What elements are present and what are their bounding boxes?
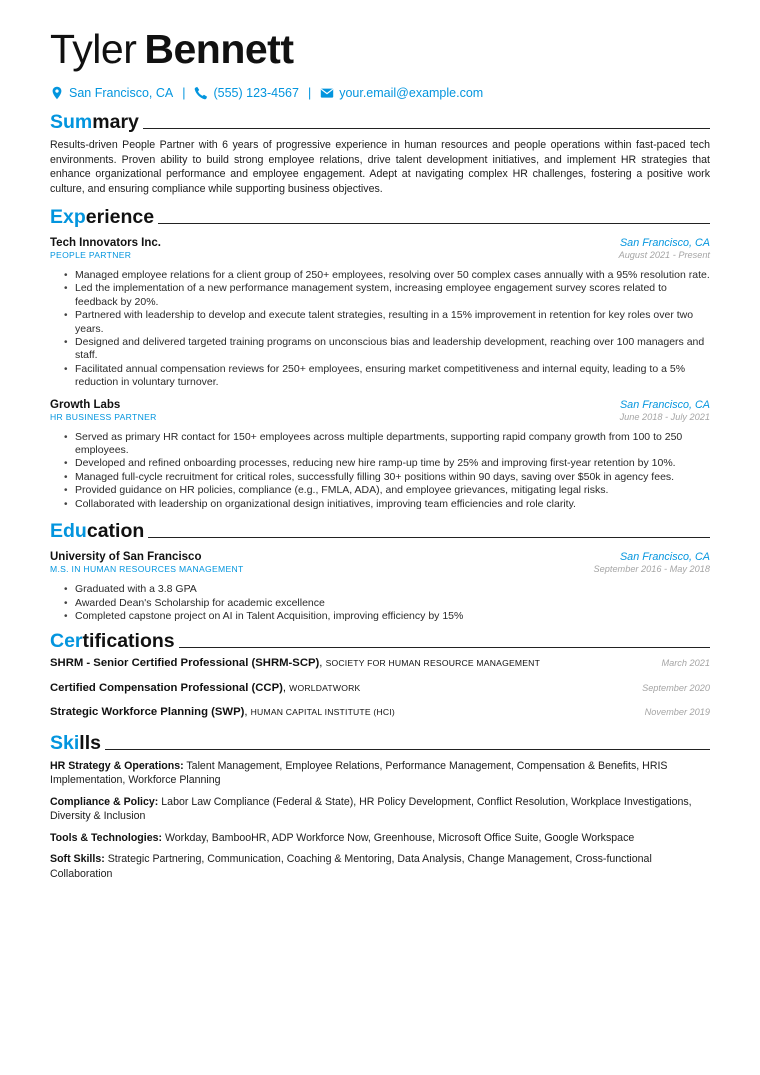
skill-category: HR Strategy & Operations: xyxy=(50,759,184,772)
contact-line xyxy=(50,84,710,102)
education-entry xyxy=(50,551,710,623)
heading-rule xyxy=(158,223,710,224)
skills-heading xyxy=(50,731,710,755)
certification-name: Certified Compensation Professional (CCP) xyxy=(50,681,283,694)
skill-values: Labor Law Compliance (Federal & State), HR Policy Development, Conflict Resolution, Workplace Investigations, Diversity & Inclusion xyxy=(50,795,692,823)
list-item: • Graduated with a 3.8 GPA xyxy=(64,583,710,596)
list-item: • Partnered with leadership to develop and execute talent strategies, resulting in a 15% improvement in retention for key roles over two years. xyxy=(64,309,710,336)
list-item: • Awarded Dean's Scholarship for academic excellence xyxy=(64,597,710,610)
heading-rule xyxy=(143,128,710,129)
bullet-list xyxy=(50,269,710,390)
resume-page xyxy=(50,24,710,881)
list-item: • Facilitated annual compensation reviews for 250+ employees, ensuring market competitiveness and internal equity, leading to a 5% reduction in voluntary turnover. xyxy=(64,363,710,390)
heading-accent: Edu xyxy=(50,520,87,543)
phone-item xyxy=(194,86,298,100)
experience-entry xyxy=(50,237,710,390)
envelope-icon xyxy=(320,86,334,100)
list-item: • Managed employee relations for a client group of 250+ employees, resolving over 50 complex cases annually with a 95% resolution rate. xyxy=(64,269,710,282)
list-item: • Provided guidance on HR policies, compliance (e.g., FMLA, ADA), and employee grievances, mitigating legal risks. xyxy=(64,484,710,497)
education-heading xyxy=(50,519,710,543)
skill-category: Soft Skills: xyxy=(50,853,105,866)
entry-dates: September 2016 - May 2018 xyxy=(593,564,710,575)
certification-issuer: WORLDATWORK xyxy=(289,682,361,693)
separator: | xyxy=(307,86,312,100)
heading-accent: Sum xyxy=(50,111,93,133)
heading-rule xyxy=(148,537,710,538)
certification-item: SHRM - Senior Certified Professional (SHRM-SCP), SOCIETY FOR HUMAN RESOURCE MANAGEMENT March 2021 xyxy=(50,657,710,670)
heading-rest: mary xyxy=(92,111,139,133)
bullet-list xyxy=(50,583,710,623)
list-item: • Developed and refined onboarding processes, reducing new hire ramp-up time by 25% and improving first-year retention by 10%. xyxy=(64,457,710,470)
list-item: • Designed and delivered targeted training programs on unconscious bias and leadership development, reaching over 100 managers and staff. xyxy=(64,336,710,363)
phone-text[interactable]: (555) 123-4567 xyxy=(213,86,299,100)
skill-group xyxy=(50,852,710,881)
summary-heading xyxy=(50,110,710,134)
degree: M.S. IN HUMAN RESOURCES MANAGEMENT xyxy=(50,564,244,575)
skill-values: Talent Management, Employee Relations, Performance Management, Compensation & Benefits, HRIS Implementation, Workforce Planning xyxy=(50,759,668,787)
separator: | xyxy=(182,86,186,100)
heading-rule xyxy=(105,749,710,750)
heading-rule xyxy=(179,647,710,648)
experience-entry xyxy=(50,399,710,511)
entry-location: San Francisco, CA xyxy=(619,398,710,411)
certification-name: SHRM - Senior Certified Professional (SHRM-SCP) xyxy=(50,657,320,670)
heading-rest: erience xyxy=(85,206,155,228)
heading-accent: Exp xyxy=(50,206,86,228)
heading-accent: Ski xyxy=(50,731,80,754)
list-item: • Collaborated with leadership on organizational design initiatives, improving team efficiencies and role clarity. xyxy=(64,498,710,511)
list-item: • Managed full-cycle recruitment for critical roles, successfully filling 30+ positions within 90 days, saving over $50k in agency fees. xyxy=(64,471,710,484)
skills-list xyxy=(50,759,710,882)
school-name: University of San Francisco xyxy=(50,551,202,564)
first-name: Tyler xyxy=(50,26,137,72)
entry-location: San Francisco, CA xyxy=(619,237,710,249)
certification-issuer: SOCIETY FOR HUMAN RESOURCE MANAGEMENT xyxy=(325,658,541,669)
certification-item: Certified Compensation Professional (CCP), WORLDATWORK September 2020 xyxy=(50,681,710,694)
skill-group xyxy=(50,795,710,824)
skill-values: Strategic Partnering, Communication, Coaching & Mentoring, Data Analysis, Change Management, Cross-functional Collaboration xyxy=(50,853,652,880)
location-text: San Francisco, CA xyxy=(69,86,174,100)
email-link[interactable]: your.email@example.com xyxy=(339,86,484,100)
experience-heading xyxy=(50,205,710,229)
certification-name: Strategic Workforce Planning (SWP) xyxy=(50,706,245,719)
skill-category: Compliance & Policy: xyxy=(50,795,159,808)
heading-rest: tifications xyxy=(82,630,175,653)
last-name: Bennett xyxy=(144,26,294,72)
location-item xyxy=(50,86,173,100)
list-item: • Completed capstone project on AI in Talent Acquisition, improving efficiency by 15% xyxy=(64,610,710,623)
company-name: Tech Innovators Inc. xyxy=(50,237,161,249)
skill-values: Workday, BambooHR, ADP Workforce Now, Greenhouse, Microsoft Office Suite, Google Workspace xyxy=(164,831,635,844)
list-item: • Led the implementation of a new performance management system, increasing employee engagement survey scores related to feedback by 20%. xyxy=(64,282,710,309)
heading-rest: cation xyxy=(86,520,145,543)
bullet-list xyxy=(50,431,710,511)
summary-text: Results-driven People Partner with 6 years of progressive experience in human resources and people operations within fast-paced tech environments. Proven ability to build strong employee relations, drive talent development initiatives, and implement HR strategies that enhance organizational performance and employee engagement. Adept at navigating complex HR challenges, fostering a positive work culture, and ensuring compliance while supporting business objectives. xyxy=(50,139,710,195)
certification-list xyxy=(50,657,710,731)
entry-dates: June 2018 - July 2021 xyxy=(619,411,710,422)
certification-issuer: HUMAN CAPITAL INSTITUTE (HCI) xyxy=(250,707,395,718)
job-title: HR BUSINESS PARTNER xyxy=(50,411,157,422)
certifications-heading xyxy=(50,629,710,653)
entry-dates: August 2021 - Present xyxy=(618,250,710,260)
heading-rest: lls xyxy=(79,731,101,754)
list-item: • Served as primary HR contact for 150+ employees across multiple departments, supporting rapid company growth from 100 to 250 employees. xyxy=(64,431,710,458)
phone-icon xyxy=(194,86,208,100)
skill-group xyxy=(50,759,710,788)
job-title: PEOPLE PARTNER xyxy=(50,250,132,260)
certification-date: September 2020 xyxy=(642,682,710,693)
certification-date: March 2021 xyxy=(661,658,710,669)
email-item xyxy=(320,86,483,100)
company-name: Growth Labs xyxy=(50,398,121,411)
map-marker-icon xyxy=(50,86,64,100)
certification-date: November 2019 xyxy=(644,707,710,718)
candidate-name xyxy=(50,24,710,74)
skill-category: Tools & Technologies: xyxy=(50,831,163,844)
certification-item: Strategic Workforce Planning (SWP), HUMAN CAPITAL INSTITUTE (HCI) November 2019 xyxy=(50,706,710,719)
heading-accent: Cer xyxy=(50,630,83,653)
skill-group xyxy=(50,831,710,846)
entry-location: San Francisco, CA xyxy=(619,551,710,564)
